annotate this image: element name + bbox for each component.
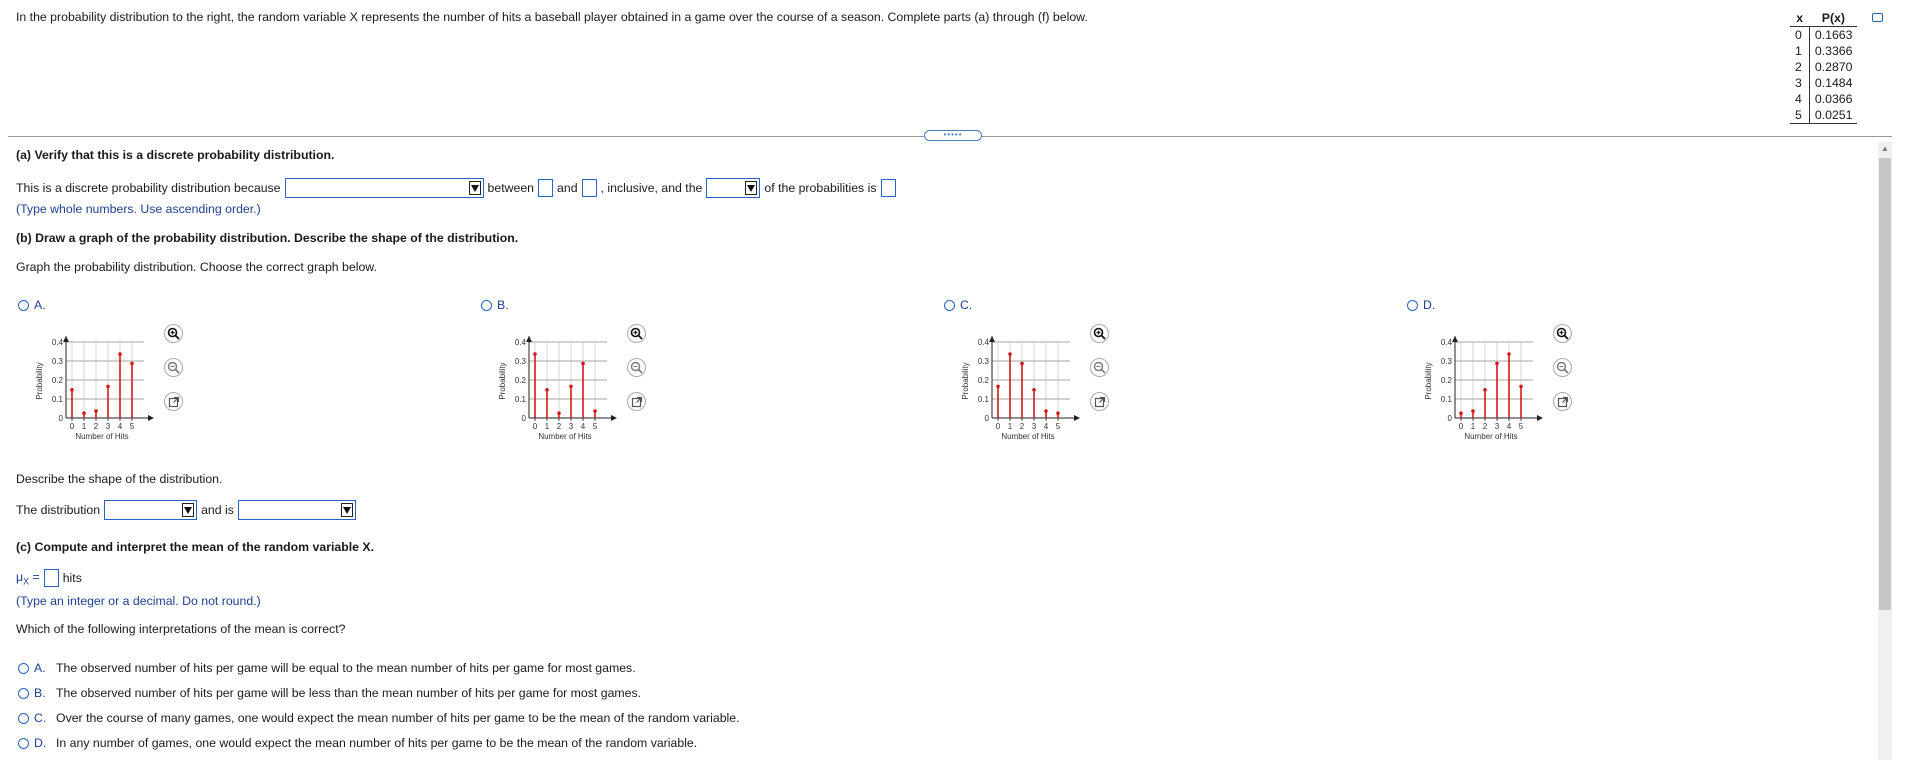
table-header-p: P(x): [1809, 10, 1857, 27]
zoom-in-icon[interactable]: [1090, 324, 1109, 343]
probability-table: [1790, 10, 1857, 124]
y-axis-label: Probability: [35, 362, 44, 400]
table-x: 4: [1790, 91, 1809, 107]
part-a-title: (a) Verify that this is a discrete probability distribution.: [16, 148, 335, 162]
part-b-instruction: Graph the probability distribution. Choose the correct graph below.: [16, 260, 377, 274]
modality-dropdown[interactable]: [238, 500, 356, 520]
x-tick-label: 1: [1470, 422, 1476, 431]
x-tick-label: 0: [532, 422, 538, 431]
y-tick-label: 0.3: [1440, 357, 1452, 366]
y-tick-label: 0.2: [51, 376, 63, 385]
radio-button[interactable]: [18, 300, 29, 311]
y-axis-arrow: [1452, 336, 1458, 342]
y-axis-arrow: [989, 336, 995, 342]
part-a-hint: (Type whole numbers. Use ascending order.): [16, 202, 261, 216]
bar-point: [118, 352, 122, 356]
and-is-label: and is: [201, 503, 234, 517]
interpretation-option-a[interactable]: A. The observed number of hits per game will be equal to the mean number of hits per game for most games.: [18, 661, 636, 675]
y-axis-arrow: [63, 336, 69, 342]
part-a-prefix: This is a discrete probability distribution because: [16, 181, 281, 195]
table-p: 0.0366: [1814, 92, 1853, 106]
bar-point: [1032, 388, 1036, 392]
bar-point: [545, 388, 549, 392]
bar-point: [1507, 352, 1511, 356]
copy-table-icon[interactable]: [1872, 13, 1883, 22]
shape-dropdown[interactable]: [104, 500, 197, 520]
y-tick-label: 0.4: [1440, 338, 1452, 347]
y-tick-label: 0.4: [514, 338, 526, 347]
x-tick-label: 2: [556, 422, 562, 431]
x-tick-label: 4: [580, 422, 586, 431]
bar-point: [82, 411, 86, 415]
graph-b: [491, 320, 621, 450]
radio-button[interactable]: [18, 713, 29, 724]
sum-input[interactable]: [881, 179, 896, 197]
table-p: 0.3366: [1814, 44, 1853, 58]
open-new-window-icon[interactable]: [1553, 392, 1572, 411]
radio-button[interactable]: [944, 300, 955, 311]
bar-point: [533, 352, 537, 356]
x-tick-label: 5: [1518, 422, 1524, 431]
graph-option-label: C.: [960, 298, 973, 312]
graph-option-label: D.: [1423, 298, 1436, 312]
reason-dropdown[interactable]: [285, 178, 484, 198]
x-tick-label: 3: [1494, 422, 1500, 431]
chevron-down-icon: [341, 503, 353, 517]
divider-handle[interactable]: •••••: [924, 130, 982, 141]
interpretation-question: Which of the following interpretations of the mean is correct?: [16, 622, 346, 636]
bar-point: [106, 385, 110, 389]
chevron-down-icon: [469, 181, 481, 195]
x-tick-label: 5: [1055, 422, 1061, 431]
zoom-out-icon[interactable]: [1553, 358, 1572, 377]
x-axis-arrow: [611, 415, 617, 421]
bar-point: [593, 409, 597, 413]
x-tick-label: 0: [995, 422, 1001, 431]
table-x: 0: [1790, 27, 1809, 44]
table-header-x: x: [1790, 10, 1809, 27]
zoom-out-icon[interactable]: [627, 358, 646, 377]
radio-button[interactable]: [481, 300, 492, 311]
chevron-down-icon: [182, 503, 194, 517]
x-tick-label: 3: [105, 422, 111, 431]
of-probs-label: of the probabilities is: [764, 181, 877, 195]
x-axis-label: Number of Hits: [538, 432, 592, 441]
bar-point: [557, 411, 561, 415]
x-tick-label: 2: [1019, 422, 1025, 431]
inclusive-label: , inclusive, and the: [600, 181, 703, 195]
y-axis-arrow: [526, 336, 532, 342]
bar-point: [1056, 411, 1060, 415]
table-p: 0.2870: [1814, 60, 1853, 74]
x-axis-label: Number of Hits: [1001, 432, 1055, 441]
radio-button[interactable]: [18, 663, 29, 674]
graph-c: [954, 320, 1084, 450]
y-tick-label: 0.1: [514, 395, 526, 404]
describe-shape-label: Describe the shape of the distribution.: [16, 472, 223, 486]
bar-point: [1044, 409, 1048, 413]
property-dropdown[interactable]: [706, 178, 760, 198]
y-tick-label: 0: [521, 414, 526, 423]
table-p: 0.1484: [1814, 76, 1853, 90]
between-label: between: [487, 181, 535, 195]
graph-option-label: A.: [34, 298, 46, 312]
graph-a: [28, 320, 158, 450]
y-tick-label: 0.3: [51, 357, 63, 366]
y-tick-label: 0: [984, 414, 989, 423]
graph-d: [1417, 320, 1547, 450]
graph-option-d[interactable]: [1407, 298, 1435, 312]
part-a-answer-line: [16, 178, 896, 198]
bar-point: [581, 362, 585, 366]
y-tick-label: 0.4: [51, 338, 63, 347]
x-tick-label: 3: [1031, 422, 1037, 431]
table-x: 3: [1790, 75, 1809, 91]
bar-point: [569, 385, 573, 389]
scrollbar-thumb[interactable]: [1879, 158, 1891, 610]
table-p: 0.0251: [1809, 107, 1857, 124]
part-c-hint: (Type an integer or a decimal. Do not round.): [16, 594, 261, 608]
shape-answer-line: [16, 500, 356, 520]
y-axis-label: Probability: [1424, 362, 1433, 400]
interpretation-option-b[interactable]: B. The observed number of hits per game will be less than the mean number of hits per game for most games.: [18, 686, 641, 700]
bar-point: [70, 388, 74, 392]
y-tick-label: 0.1: [977, 395, 989, 404]
x-tick-label: 2: [1482, 422, 1488, 431]
y-tick-label: 0: [1447, 414, 1452, 423]
mu-symbol: $\mu_X$ =: [16, 569, 40, 587]
zoom-in-icon[interactable]: [1553, 324, 1572, 343]
zoom-out-icon[interactable]: [164, 358, 183, 377]
graph-option-c[interactable]: [944, 298, 972, 312]
mean-input[interactable]: [44, 569, 59, 587]
x-axis-arrow: [1537, 415, 1543, 421]
radio-button[interactable]: [18, 688, 29, 699]
radio-button[interactable]: [1407, 300, 1418, 311]
x-tick-label: 4: [1043, 422, 1049, 431]
open-new-window-icon[interactable]: [627, 392, 646, 411]
bar-point: [1519, 385, 1523, 389]
y-axis-label: Probability: [961, 362, 970, 400]
part-b-title: (b) Draw a graph of the probability distribution. Describe the shape of the distribution.: [16, 231, 519, 245]
bar-point: [1483, 388, 1487, 392]
open-new-window-icon[interactable]: [1090, 392, 1109, 411]
bar-point: [1020, 362, 1024, 366]
x-tick-label: 4: [117, 422, 123, 431]
graph-option-b[interactable]: [481, 298, 509, 312]
x-tick-label: 5: [592, 422, 598, 431]
y-tick-label: 0.1: [1440, 395, 1452, 404]
bar-point: [130, 362, 134, 366]
x-tick-label: 2: [93, 422, 99, 431]
x-tick-label: 1: [1007, 422, 1013, 431]
interpretation-option-c[interactable]: C. Over the course of many games, one would expect the mean number of hits per game to be the mean of the random variable.: [18, 711, 740, 725]
y-tick-label: 0.3: [514, 357, 526, 366]
graph-option-a[interactable]: [18, 298, 46, 312]
x-axis-arrow: [148, 415, 154, 421]
and-label: and: [557, 181, 578, 195]
lower-bound-input[interactable]: [538, 179, 553, 197]
x-tick-label: 1: [544, 422, 550, 431]
y-tick-label: 0.1: [51, 395, 63, 404]
x-tick-label: 0: [69, 422, 75, 431]
bar-point: [1471, 409, 1475, 413]
chevron-down-icon: [745, 181, 757, 195]
part-c-title: (c) Compute and interpret the mean of the random variable X.: [16, 540, 375, 554]
interpretation-option-d[interactable]: D. In any number of games, one would expect the mean number of hits per game to be the mean of the random variable.: [18, 736, 697, 750]
x-tick-label: 4: [1506, 422, 1512, 431]
x-tick-label: 1: [81, 422, 87, 431]
distribution-label: The distribution: [16, 503, 101, 517]
open-new-window-icon[interactable]: [164, 392, 183, 411]
x-tick-label: 5: [129, 422, 135, 431]
bar-point: [1008, 352, 1012, 356]
zoom-out-icon[interactable]: [1090, 358, 1109, 377]
x-axis-arrow: [1074, 415, 1080, 421]
graph-option-label: B.: [497, 298, 509, 312]
radio-button[interactable]: [18, 738, 29, 749]
upper-bound-input[interactable]: [582, 179, 597, 197]
bar-point: [996, 385, 1000, 389]
y-axis-label: Probability: [498, 362, 507, 400]
table-x: 1: [1790, 43, 1809, 59]
scroll-up-icon[interactable]: ▲: [1881, 144, 1889, 153]
mean-answer-line: [16, 569, 82, 587]
y-tick-label: 0.4: [977, 338, 989, 347]
x-axis-label: Number of Hits: [1464, 432, 1518, 441]
x-tick-label: 3: [568, 422, 574, 431]
x-tick-label: 0: [1458, 422, 1464, 431]
y-tick-label: 0.2: [977, 376, 989, 385]
y-tick-label: 0.3: [977, 357, 989, 366]
x-axis-label: Number of Hits: [75, 432, 129, 441]
y-tick-label: 0.2: [514, 376, 526, 385]
y-tick-label: 0.2: [1440, 376, 1452, 385]
bar-point: [1495, 362, 1499, 366]
y-tick-label: 0: [58, 414, 63, 423]
zoom-in-icon[interactable]: [164, 324, 183, 343]
problem-intro: In the probability distribution to the right, the random variable X represents the number of hits a baseball player obtained in a game over the course of a season. Complete parts (a) through (f) below.: [16, 10, 1088, 24]
hits-unit: hits: [62, 571, 82, 585]
table-x: 5: [1790, 107, 1809, 124]
bar-point: [1459, 411, 1463, 415]
table-p: 0.1663: [1814, 28, 1853, 42]
zoom-in-icon[interactable]: [627, 324, 646, 343]
table-x: 2: [1790, 59, 1809, 75]
bar-point: [94, 409, 98, 413]
